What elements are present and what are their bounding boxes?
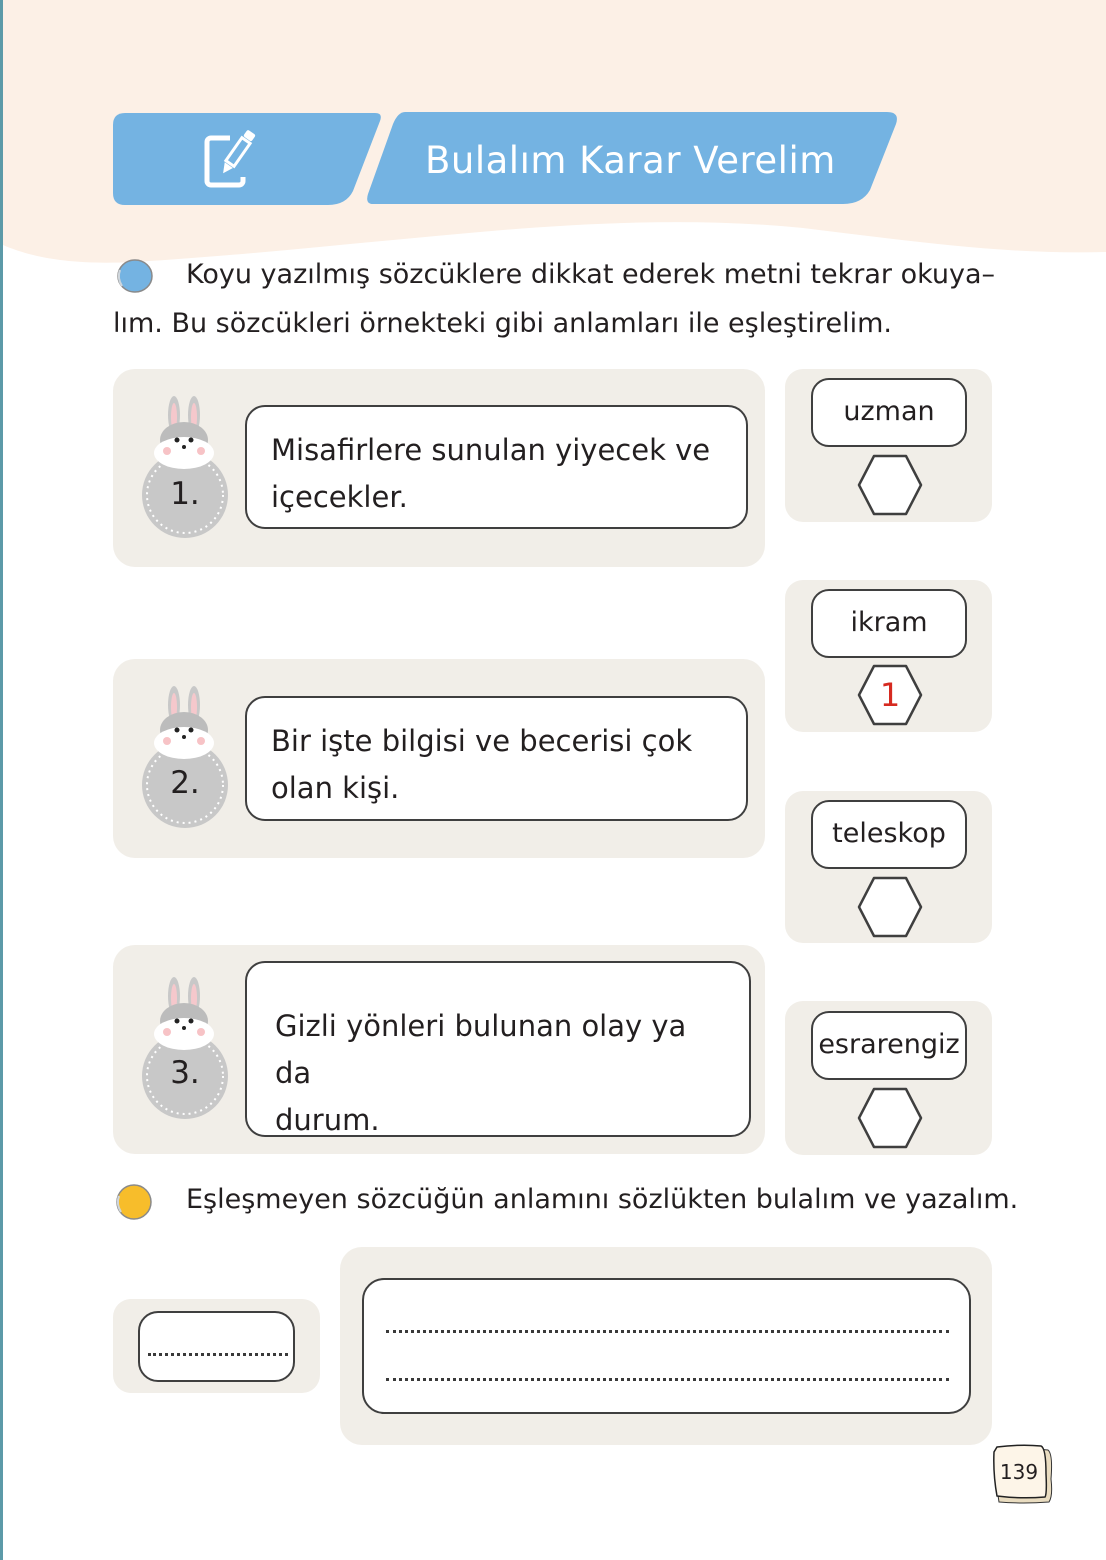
word-card-teleskop: teleskop (811, 800, 967, 869)
meaning-answer-field[interactable] (362, 1278, 971, 1414)
dotted-writing-line (148, 1353, 288, 1356)
bunny-badge-icon (135, 685, 235, 835)
definition-text-line2: içecekler. (271, 480, 408, 514)
yellow-bullet-icon (113, 1182, 153, 1222)
definition-number-2: 2. (170, 765, 200, 801)
answer-hexagon-1[interactable] (857, 454, 923, 516)
definition-number-3: 3. (170, 1055, 200, 1091)
activity1-instruction-line1: Koyu yazılmış sözcüklere dikkat ederek metni tekrar okuya– (186, 259, 996, 290)
definition-text-line2: durum. (275, 1103, 380, 1137)
definition-text-line2: olan kişi. (271, 771, 400, 805)
answer-hexagon-4[interactable] (857, 1087, 923, 1149)
word-card-ikram: ikram (811, 589, 967, 658)
dotted-writing-line-2 (386, 1378, 949, 1381)
edit-note-icon (200, 128, 260, 190)
word-answer-field[interactable] (138, 1311, 295, 1382)
page-title: Bulalım Karar Verelim (425, 139, 836, 182)
definition-text-line1: Gizli yönleri bulunan olay ya da (275, 1009, 687, 1090)
definition-box-2 (245, 696, 748, 821)
dotted-writing-line-1 (386, 1330, 949, 1333)
definition-box-1 (245, 405, 748, 529)
definition-text-line1: Bir işte bilgisi ve becerisi çok (271, 724, 693, 758)
word-card-esrarengiz: esrarengiz (811, 1011, 967, 1080)
page-number: 139 (999, 1460, 1039, 1484)
bunny-badge-icon (135, 976, 235, 1126)
word-card-uzman: uzman (811, 378, 967, 447)
activity1-instruction-line2: lım. Bu sözcükleri örnekteki gibi anlamları ile eşleştirelim. (113, 308, 893, 339)
definition-box-3 (245, 961, 751, 1137)
answer-hexagon-3[interactable] (857, 876, 923, 938)
answer-value-2: 1 (879, 676, 901, 714)
activity2-instruction: Eşleşmeyen sözcüğün anlamını sözlükten bulalım ve yazalım. (186, 1184, 1019, 1215)
definition-text-line1: Misafirlere sunulan yiyecek ve (271, 433, 711, 467)
page-number-badge (993, 1444, 1053, 1506)
definition-number-1: 1. (170, 476, 200, 512)
blue-bullet-icon (114, 256, 154, 296)
bunny-badge-icon (135, 395, 235, 545)
